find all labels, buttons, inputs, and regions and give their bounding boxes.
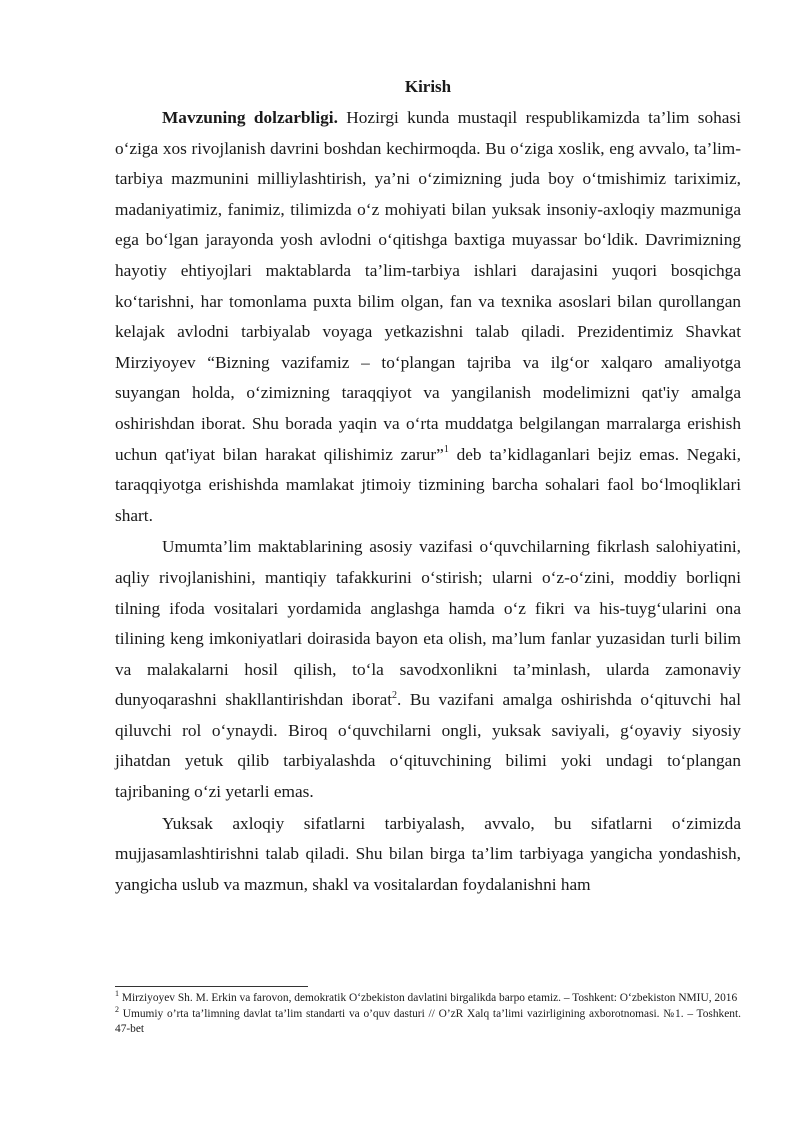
page-title: Kirish [404,77,452,96]
paragraph-2 [115,531,741,807]
paragraph-text: deb ta’kidlaganlari bejiz emas. Negaki, taraqqiyotga erishishda mamlakat jtimoiy tizmining barcha sohalari faol bo‘lmoqliklari shart. [115,444,741,525]
paragraph-text: Yuksak axloqiy sifatlarni tarbiyalash, avvalo, bu sifatlarni o‘zimizda mujjasamlashtirishni talab qiladi. Shu bilan birga ta’lim tarbiyaga yangicha yondashish, yangicha uslub va mazmun, shakl va vositalardan foydalanishni ham [115,813,741,894]
paragraph-text: Hozirgi kunda mustaqil respublikamizda ta’lim sohasi o‘ziga xos rivojlanish davrini boshdan kechirmoqda. Bu o‘ziga xoslik, eng avvalo, ta’lim-tarbiya mazmunini milliylashtirish, ya’ni o‘zimizning juda boy o‘tmishimiz tariximiz, madaniyatimiz, fanimiz, tilimizda o‘z mohiyati bilan yuksak insoniy-axloqiy mazmuniga ega bo‘lgan jarayonda yosh avlodni o‘qitishga baxtiga muyassar bo‘ldik. Davrimizning hayotiy ehtiyojlari maktablarda ta’lim-tarbiya ishlari darajasini yuqori bosqichga ko‘tarishni, har tomonlama puxta bilim olgan, fan va texnika asoslari bilan qurollangan kelajak avlodni tarbiyalab voyaga yetkazishni talab qiladi. Prezidentimiz Shavkat Mirziyoyev “Bizning vazifamiz – to‘plangan tajriba va ilg‘or xalqaro amaliyotga suyangan holda, o‘zimizning taraqqiyot va yangilanish modelimizni qat'iy amalga oshirishdan iborat. Shu borada yaqin va o‘rta muddatga belgilangan marralarga erishish uchun qat'iyat bilan harakat qilishimiz zarur” [115,108,742,464]
footnote-1 [115,991,741,1007]
footnote-divider [115,986,308,987]
footnote-2 [115,1004,741,1038]
footnote-ref-2[interactable]: 2 [392,689,398,701]
paragraph-text: . Bu vazifani amalga oshirishda o‘qituvchi hal qiluvchi rol o‘ynaydi. Biroq o‘quvchilarni ongli, yuksak saviyali, g‘oyaviy siyosiy jihatdan yetuk qilib tarbiyalashda o‘qituvchining bilimi yoki undagi to‘plangan tajribaning o‘zi yetarli emas. [115,690,742,802]
paragraph-text: Umumta’lim maktablarining asosiy vazifasi o‘quvchilarning fikrlash salohiyatini, aqliy rivojlanishini, mantiqiy tafakkurini o‘stirish; ularni o‘z-o‘zini, moddiy borliqni tilning ifoda vositalari yordamida anglashga hamda o‘z fikri va his-tuyg‘ularini ona tilining keng imkoniyatlari doirasida bayon eta olish, ma’lum fanlar yuzasidan turli bilim va malakalarni hosil qilish, to‘la savodxonlikni ta’minlash, ularda zamonaviy dunyoqarashni shakllantirishdan iborat [115,537,741,710]
page-body [115,72,741,900]
paragraph-3 [115,808,741,901]
footnote-text: Umumiy o’rta ta’limning davlat ta’lim standarti va o’quv dasturi // O’zR Xalq ta’limi vazirligining axborotnomasi. №1. – Toshkent. 47-bet [115,1007,741,1036]
footnote-text: Mirziyoyev Sh. M. Erkin va farovon, demokratik O‘zbekiston davlatini birgalikda barpo etamiz. – Toshkent: O‘zbekiston NMIU, 2016 [119,992,738,1004]
paragraph-1 [115,102,741,531]
footnote-mark: 1 [115,989,119,999]
footnotes-section [115,986,741,1038]
footnote-ref-1[interactable]: 1 [443,443,449,455]
paragraph-lead-heading: Mavzuning dolzarbligi. [162,108,338,127]
footnote-mark: 2 [115,1004,119,1014]
